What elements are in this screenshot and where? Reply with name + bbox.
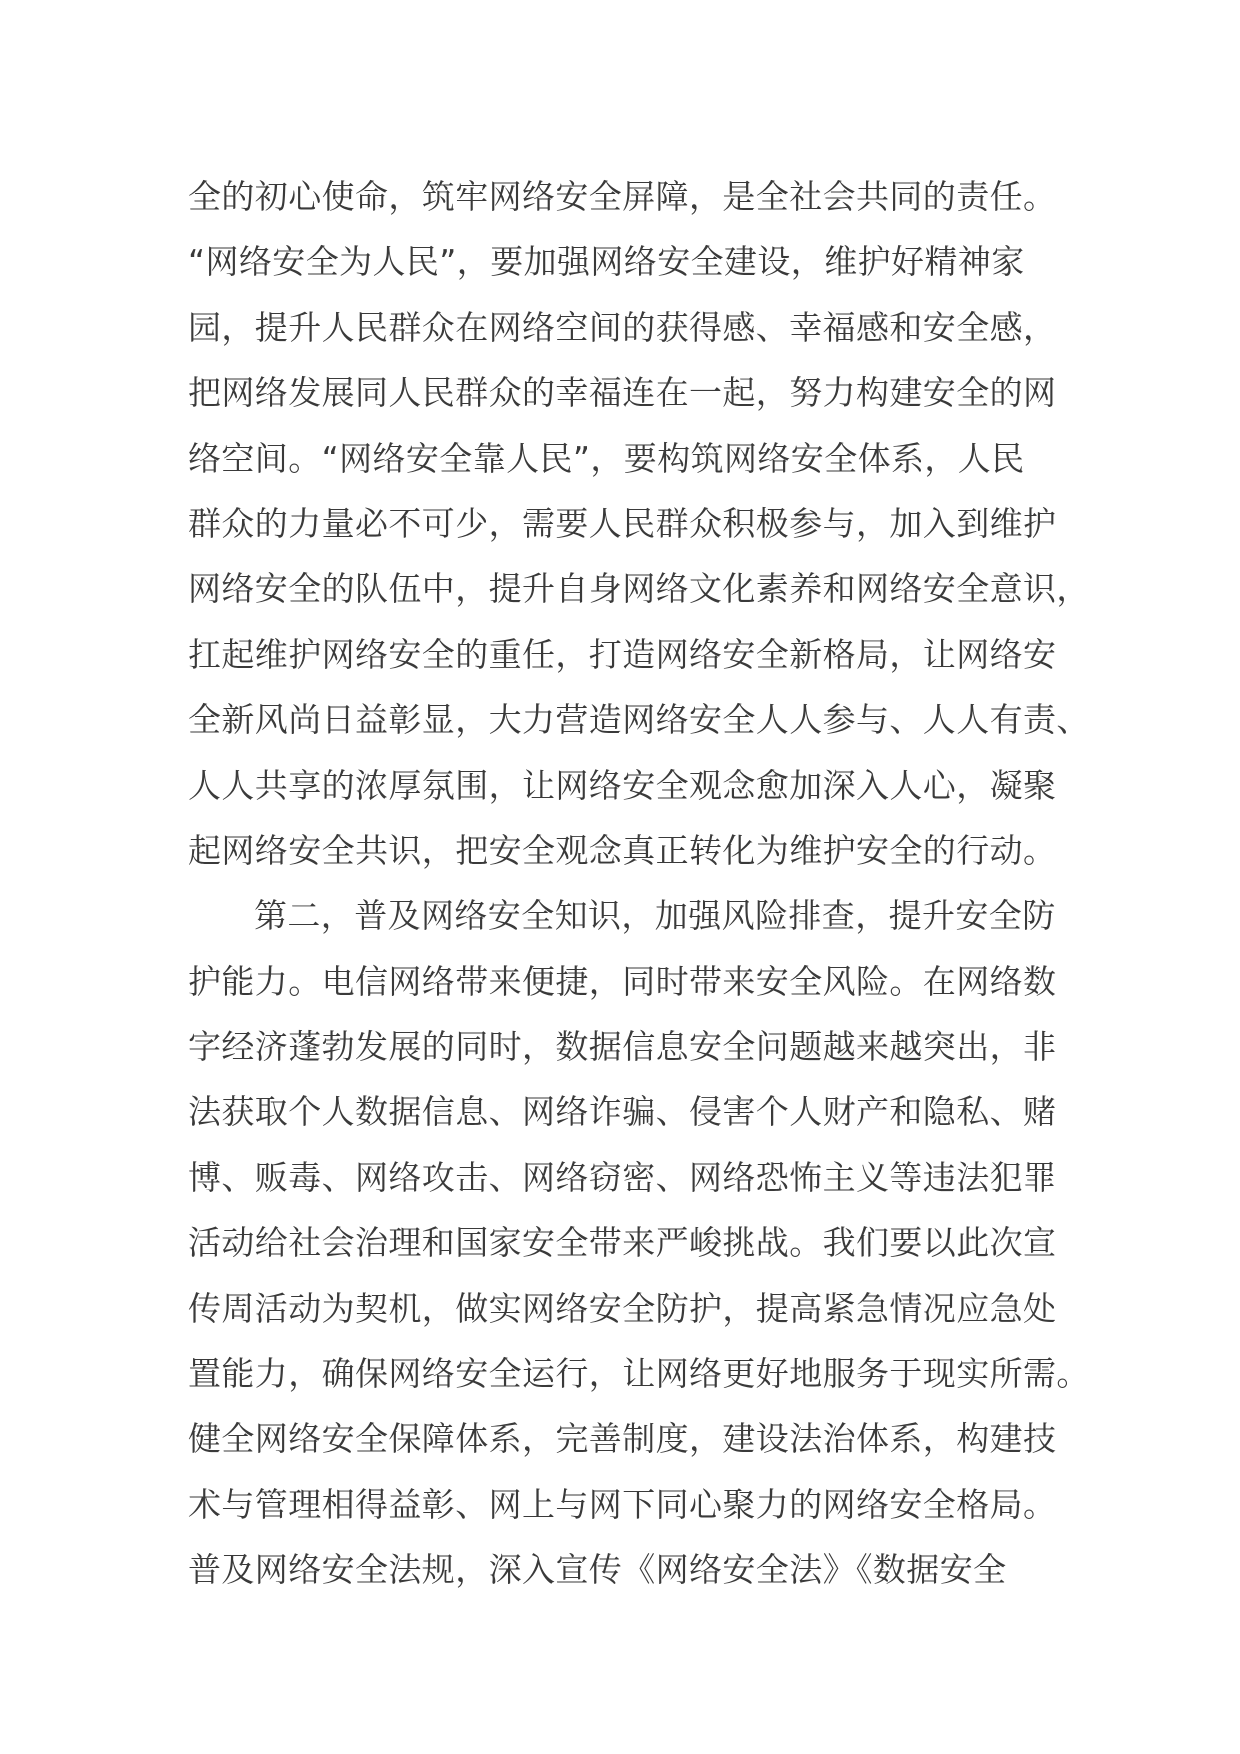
text-line: 传周活动为契机，做实网络安全防护，提高紧急情况应急处 (188, 1288, 1057, 1328)
text-line: 络空间。“网络安全靠人民”，要构筑网络安全体系，人民 (188, 438, 1025, 478)
text-line: 扛起维护网络安全的重任，打造网络安全新格局，让网络安 (188, 634, 1057, 674)
text-line: 字经济蓬勃发展的同时，数据信息安全问题越来越突出，非 (188, 1027, 1057, 1067)
text-line: 群众的力量必不可少，需要人民群众积极参与，加入到维护 (188, 503, 1057, 543)
text-line: 园，提升人民群众在网络空间的获得感、幸福感和安全感， (188, 307, 1057, 347)
paragraph-start-line: 第二，普及网络安全知识，加强风险排查，提升安全防 (254, 896, 1056, 936)
text-line: 普及网络安全法规，深入宣传《网络安全法》《数据安全 (188, 1550, 1007, 1590)
text-line: 置能力，确保网络安全运行，让网络更好地服务于现实所需。 (188, 1354, 1090, 1394)
text-line: 起网络安全共识，把安全观念真正转化为维护安全的行动。 (188, 830, 1057, 870)
body-text (188, 164, 1088, 1603)
text-line: 健全网络安全保障体系，完善制度，建设法治体系，构建技 (188, 1419, 1057, 1459)
text-line: 活动给社会治理和国家安全带来严峻挑战。我们要以此次宣 (188, 1223, 1057, 1263)
text-line: 博、贩毒、网络攻击、网络窃密、网络恐怖主义等违法犯罪 (188, 1157, 1057, 1197)
text-line: “网络安全为人民”，要加强网络安全建设，维护好精神家 (188, 242, 1025, 282)
text-line: 全新风尚日益彰显，大力营造网络安全人人参与、人人有责、 (188, 700, 1090, 740)
text-line: 人人共享的浓厚氛围，让网络安全观念愈加深入人心，凝聚 (188, 765, 1057, 805)
text-line: 护能力。电信网络带来便捷，同时带来安全风险。在网络数 (188, 961, 1057, 1001)
text-line: 法获取个人数据信息、网络诈骗、侵害个人财产和隐私、赌 (188, 1092, 1057, 1132)
text-line: 把网络发展同人民群众的幸福连在一起，努力构建安全的网 (188, 373, 1057, 413)
text-line: 网络安全的队伍中，提升自身网络文化素养和网络安全意识， (188, 569, 1090, 609)
text-line: 全的初心使命，筑牢网络安全屏障，是全社会共同的责任。 (188, 177, 1057, 216)
text-line: 术与管理相得益彰、网上与网下同心聚力的网络安全格局。 (188, 1484, 1057, 1524)
